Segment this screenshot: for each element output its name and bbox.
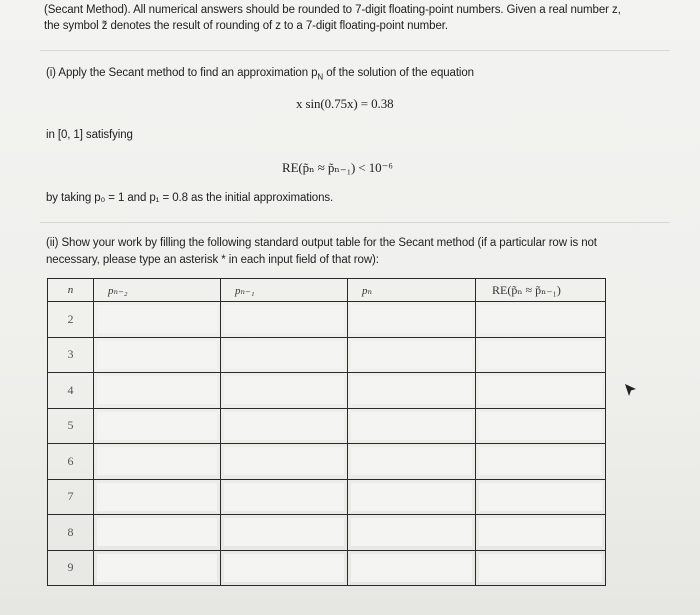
part-i-label: (i) Apply the Secant method to find an approximation $p_N$ of the solution of the equation: [46, 67, 474, 82]
mouse-cursor-icon: [624, 383, 638, 397]
table-row: [48, 479, 606, 515]
intro-line-2: the symbol z̃ denotes the result of rounding of z to a 7-digit floating-point number.: [44, 20, 448, 32]
input-field-p-n[interactable]: [348, 302, 476, 338]
table-row: [48, 337, 606, 373]
interval-text: in [0, 1] satisfying: [46, 129, 133, 141]
secant-output-table: [47, 278, 606, 586]
part-ii-line-2: necessary, please type an asterisk * in each input field of that row):: [46, 254, 379, 266]
input-field-p-n-minus-1[interactable]: [221, 444, 348, 480]
input-field-p-n[interactable]: [348, 337, 476, 373]
header-n: n: [48, 279, 94, 302]
input-field-relative-error[interactable]: [476, 479, 606, 515]
table-row: [48, 302, 606, 338]
input-field-p-n-minus-1[interactable]: [221, 550, 348, 586]
table-row: [48, 515, 606, 551]
input-field-p-n-minus-1[interactable]: [221, 337, 348, 373]
row-index: 2: [48, 302, 94, 338]
input-field-p-n-minus-2[interactable]: [94, 479, 221, 515]
row-index: 8: [48, 515, 94, 551]
input-field-p-n[interactable]: [348, 479, 476, 515]
input-field-p-n-minus-2[interactable]: [94, 373, 221, 409]
input-field-relative-error[interactable]: [476, 408, 606, 444]
input-field-p-n-minus-1[interactable]: [221, 479, 348, 515]
initial-approximations: by taking p₀ = 1 and p₁ = 0.8 as the initial approximations.: [46, 192, 334, 204]
input-field-p-n[interactable]: [348, 373, 476, 409]
header-p-n-minus-1: pₙ₋₁: [221, 279, 348, 302]
input-field-relative-error[interactable]: [476, 515, 606, 551]
equation: x sin(0.75x) = 0.38: [296, 96, 394, 111]
header-p-n: pₙ: [348, 279, 476, 302]
input-field-p-n-minus-1[interactable]: [221, 515, 348, 551]
input-field-relative-error[interactable]: [476, 444, 606, 480]
input-field-relative-error[interactable]: [476, 373, 606, 409]
input-field-p-n-minus-2[interactable]: [94, 550, 221, 586]
input-field-p-n-minus-1[interactable]: [221, 302, 348, 338]
header-relative-error: RE(p̃ₙ ≈ p̃ₙ₋₁): [476, 279, 606, 302]
intro-line-1: (Secant Method). All numerical answers should be rounded to 7-digit floating-point numbers. Given a real number z,: [44, 4, 621, 16]
row-index: 6: [48, 444, 94, 480]
table-row: [48, 550, 606, 586]
table-row: [48, 444, 606, 480]
input-field-p-n-minus-2[interactable]: [94, 408, 221, 444]
stopping-criterion: RE(p̃ₙ ≈ p̃ₙ₋₁) < 10⁻⁶: [282, 160, 393, 175]
input-field-p-n[interactable]: [348, 515, 476, 551]
input-field-p-n[interactable]: [348, 444, 476, 480]
input-field-relative-error[interactable]: [476, 550, 606, 586]
table-header-row: [48, 279, 606, 302]
input-field-p-n-minus-2[interactable]: [94, 337, 221, 373]
part-ii-line-1: (ii) Show your work by filling the following standard output table for the Secant method (if a particular row is not: [46, 237, 597, 249]
input-field-relative-error[interactable]: [476, 337, 606, 373]
input-field-relative-error[interactable]: [476, 302, 606, 338]
header-p-n-minus-2: pₙ₋₂: [94, 279, 221, 302]
input-field-p-n-minus-2[interactable]: [94, 515, 221, 551]
row-index: 4: [48, 373, 94, 409]
row-index: 3: [48, 337, 94, 373]
divider: [40, 222, 670, 223]
input-field-p-n-minus-2[interactable]: [94, 302, 221, 338]
table-row: [48, 373, 606, 409]
input-field-p-n[interactable]: [348, 408, 476, 444]
input-field-p-n-minus-1[interactable]: [221, 408, 348, 444]
row-index: 7: [48, 479, 94, 515]
row-index: 5: [48, 408, 94, 444]
input-field-p-n-minus-1[interactable]: [221, 373, 348, 409]
input-field-p-n[interactable]: [348, 550, 476, 586]
input-field-p-n-minus-2[interactable]: [94, 444, 221, 480]
table-row: [48, 408, 606, 444]
row-index: 9: [48, 550, 94, 586]
divider: [40, 50, 670, 51]
